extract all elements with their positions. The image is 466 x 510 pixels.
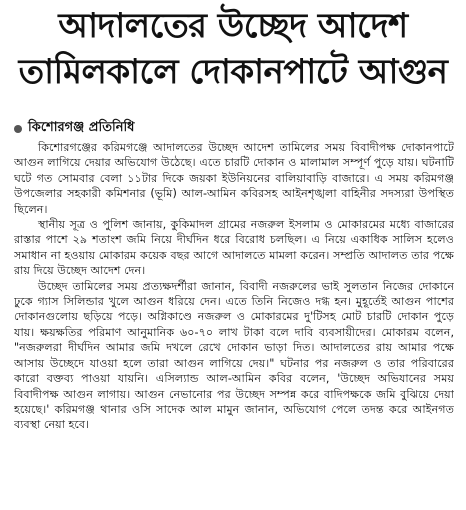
byline-text: কিশোরগঞ্জ প্রতিনিধি [28,120,135,135]
bullet-icon [14,125,22,133]
byline [14,118,134,139]
paragraph-1: কিশোরগঞ্জের করিমগঞ্জে আদালতের উচ্ছেদ আদেশ তামিলের সময় বিবাদীপক্ষ দোকানপাটে আগুন লাগিয়ে দেয়ার অভিযোগ উঠেছে। এতে চারটি দোকান ও মালামাল সম্পূর্ণ পুড়ে যায়। ঘটনাটি ঘটে গত সোমবার বেলা ১১টার দিকে জয়কা ইউনিয়নের বালিয়াবাড়ি বাজারে। এ সময় করিমগঞ্জ উপজেলার সহকারী কমিশনার (ভূমি) আল-আমিন কবিরসহ আইনশৃঙ্খলা বাহিনীর সদস্যরা উপস্থিত ছিলেন। [14,141,454,216]
paragraph-2: স্থানীয় সূত্র ও পুলিশ জানায়, কুকিমাদল গ্রামের নজরুল ইসলাম ও মোকারমের মধ্যে বাজারের রাস্তার পাশে ২৯ শতাংশ জমি নিয়ে দীর্ঘদিন ধরে বিরোধ চলছিল। এ নিয়ে একাধিক সালিস হলেও সমাধান না হওয়ায় মোকারম কয়েক বছর আগে আদালতে মামলা করেন। সম্প্রতি আদালত তার পক্ষে রায় দিয়ে উচ্ছেদ আদেশ দেন। [14,218,454,278]
paragraph-3: উচ্ছেদ তামিলের সময় প্রত্যক্ষদর্শীরা জানান, বিবাদী নজরুলের ভাই সুলতান নিজের দোকানে ঢুকে গ্যাস সিলিন্ডার খুলে আগুন ধরিয়ে দেন। এতে তিনি নিজেও দগ্ধ হন। মুহূর্তেই আগুন পাশের দোকানগুলোয় ছড়িয়ে পড়ে। অগ্নিকাণ্ডে নজরুল ও মোকারমের দু'টিসহ মোট চারটি দোকান পুড়ে যায়। ক্ষয়ক্ষতির পরিমাণ আনুমানিক ৬০-৭০ লাখ টাকা বলে দাবি ব্যবসায়ীদের। মোকারম বলেন, "নজরুলরা দীর্ঘদিন আমার জমি দখলে রেখে দোকান ভাড়া দিত। আদালতের রায় আমার পক্ষে আসায় উচ্ছেদে যাওয়া হলে তারা আগুন লাগিয়ে দেয়।" ঘটনার পর নজরুল ও তার পরিবারের কারো বক্তব্য পাওয়া যায়নি। এসিল্যান্ড আল-আমিন কবির বলেন, 'উচ্ছেদ অভিযানের সময় বিবাদীপক্ষ আগুন লাগায়। আগুন নেভানোর পর উচ্ছেদ সম্পন্ন করে বাদিপক্ষকে জমি বুঝিয়ে দেয়া হয়েছে।' করিমগঞ্জ থানার ওসি সাদেক আল মামুন জানান, অভিযোগ পেলে তদন্ত করে আইনগত ব্যবস্থা নেয়া হবে। [14,279,454,432]
article-body [14,140,454,504]
headline-line-2: তামিলকালে দোকানপাটে আগুন [18,52,448,92]
headline-line-1: আদালতের উচ্ছেদ আদেশ [58,6,408,46]
